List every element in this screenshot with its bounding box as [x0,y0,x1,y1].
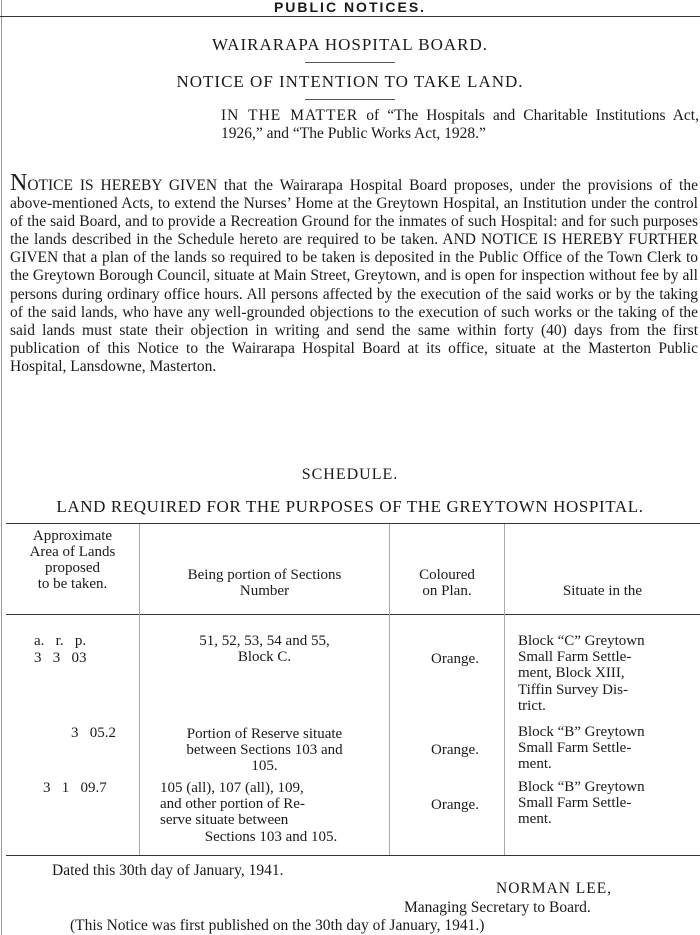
header-sections [140,567,389,599]
sections-line: between Sections 103 and [186,742,343,759]
header-area-line: Area of Lands [29,544,116,560]
section-heading-rule [0,16,700,17]
signer-name: NORMAN LEE, [496,880,613,897]
row-situate [518,779,696,828]
row-coloured: Orange. [431,651,479,667]
matter-lead: IN THE MATTER [221,107,359,124]
matter-divider [305,99,395,100]
area-units: a. r. p. [34,633,87,649]
header-area-line: proposed [45,560,100,576]
sections-line: 51, 52, 53, 54 and 55, [199,633,330,649]
row-area: 3 05.2 [71,725,116,741]
table-top-rule [6,523,700,524]
sections-line: and other portion of Re- [160,796,305,813]
situate-line: Small Farm Settle- [518,795,632,812]
sections-line: 105. [251,758,278,775]
matter-text: of “The Hospitals and Charitable Institutions Act, 1926,” and “The Public Works Act, 1928.” [221,107,699,142]
land-heading: LAND REQUIRED FOR THE PURPOSES OF THE GREYTOWN HOSPITAL. [56,497,644,516]
body-dropcap: N [10,170,28,196]
publication-footnote: (This Notice was first published on the 30th day of January, 1941.) [70,917,485,934]
header-coloured-line: on Plan. [422,583,472,599]
header-sections-line: Number [239,583,290,599]
header-area-line: to be taken. [37,576,108,592]
row-coloured: Orange. [431,797,479,813]
situate-line: Block “B” Greytown [518,779,645,795]
title-divider [305,62,395,63]
row-sections [160,780,382,845]
situate-line: trict. [518,697,546,714]
body-text: OTICE IS HEREBY GIVEN that the Wairarapa Hospital Board proposes, under the provisions of the above-mentioned Acts, to extend the Nurses’ Home at the Greytown Hospital, an Institution under the control of the said Board, and to provide a Recreation Ground for the inmates of such Hospital: and for such purposes the lands described in the Schedule hereto are required to be taken. AND NOTICE IS HEREBY FURTHER GIVEN that a plan of the lands so required to be taken is deposited in the Public Office of the Town Clerk to the Greytown Borough Council, situate at Main Street, Greytown, and is open for inspection without fee by all persons during ordinary office hours. All persons affected by the execution of the said works or by the taking of the said lands, who have any well-grounded objections to the execution of such works or the taking of the said lands must state their objection in writing and send the same within forty (40) days from the first publication of this Notice to the Wairarapa Hospital Board at its office, situate at the Masterton Public Hospital, Lansdowne, Masterton. [10,177,698,375]
row-situate [518,633,696,714]
header-situate: Situate in the [562,583,643,599]
table-bottom-rule [6,855,700,856]
row-sections [140,633,389,665]
sections-line: serve situate between [160,812,289,829]
board-name: WAIRARAPA HOSPITAL BOARD. [212,35,488,54]
signer-title: Managing Secretary to Board. [404,899,591,916]
row-area: 3 1 09.7 [43,780,107,796]
situate-line: ment. [518,811,552,828]
row-coloured: Orange. [431,742,479,758]
situate-line: Block “B” Greytown [518,724,645,740]
row-sections [140,726,389,775]
notice-body [10,170,698,376]
header-coloured-line: Coloured [419,567,475,583]
table-header-rule [6,614,700,615]
situate-line: Small Farm Settle- [518,740,632,757]
sections-line: Block C. [237,649,292,666]
header-coloured [390,567,504,599]
row-area: 3 3 03 [34,650,87,666]
situate-line: Tiffin Survey Dis- [518,681,629,698]
section-heading: PUBLIC NOTICES. [273,0,427,15]
situate-line: ment, Block XIII, [518,665,625,682]
situate-line: Small Farm Settle- [518,649,632,666]
notice-title: NOTICE OF INTENTION TO TAKE LAND. [176,72,524,91]
dated-line: Dated this 30th day of January, 1941. [52,862,284,879]
sections-line: Portion of Reserve situate [186,726,343,742]
header-area-line: Approximate [32,528,113,544]
schedule-heading: SCHEDULE. [301,466,399,483]
sections-line: 105 (all), 107 (all), 109, [160,780,304,796]
header-sections-line: Being portion of Sections [187,567,342,583]
header-area [6,528,139,592]
row-situate [518,724,696,773]
sections-line: Sections 103 and 105. [204,828,338,845]
matter-paragraph [221,107,699,143]
situate-line: Block “C” Greytown [518,633,645,649]
situate-line: ment. [518,756,552,773]
